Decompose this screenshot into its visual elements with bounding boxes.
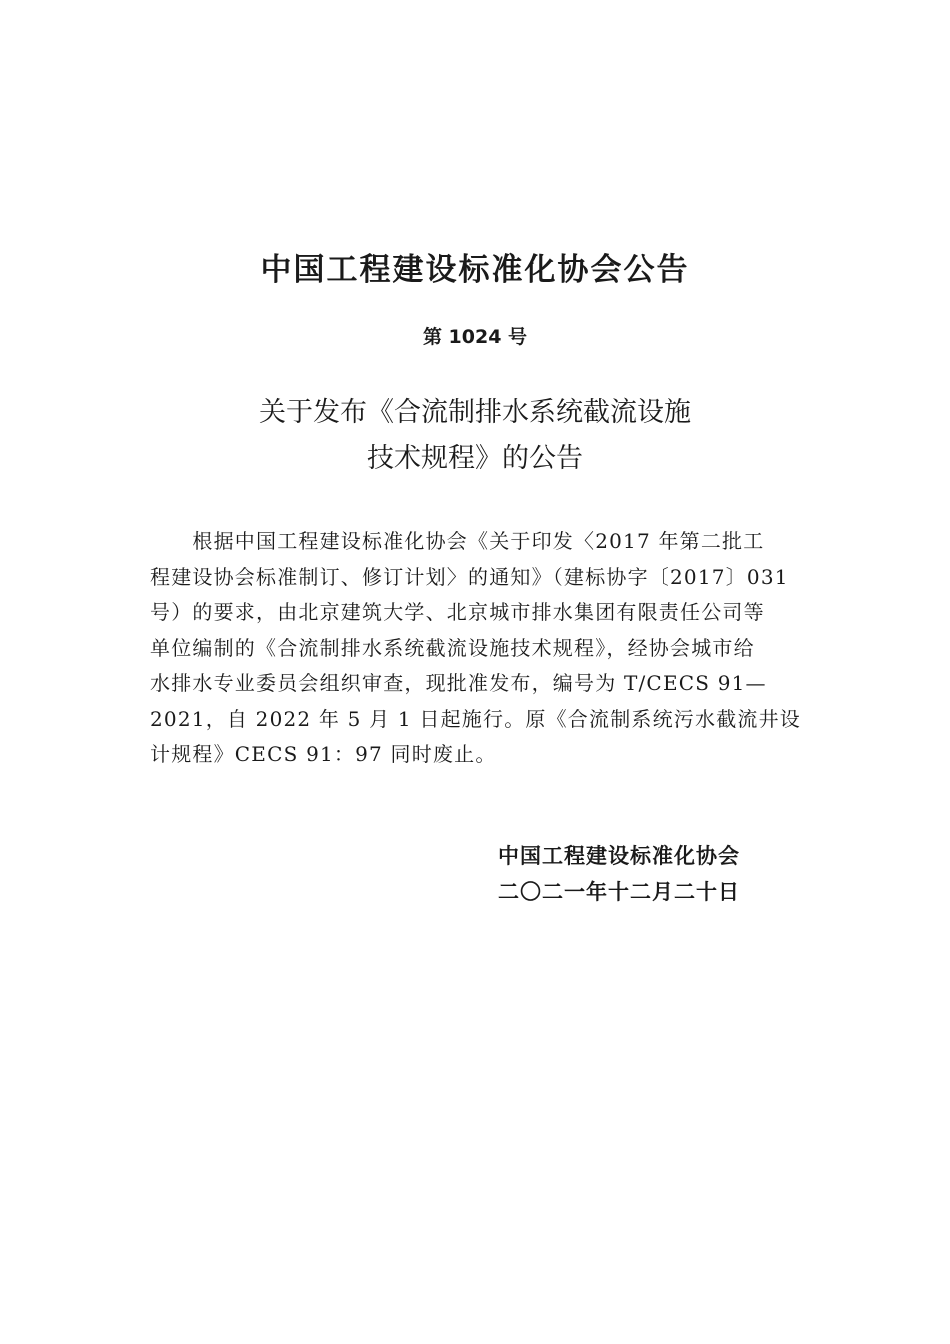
body-line: 号）的要求，由北京建筑大学、北京城市排水集团有限责任公司等 xyxy=(150,600,765,624)
body-line: 根据中国工程建设标准化协会《关于印发〈2017 年第二批工 xyxy=(150,529,765,553)
signature-organization: 中国工程建设标准化协会 xyxy=(498,844,740,868)
notice-body xyxy=(150,524,801,773)
body-line: 2021，自 2022 年 5 月 1 日起施行。原《合流制系统污水截流井设 xyxy=(150,706,801,731)
body-line: 程建设协会标准制订、修订计划〉的通知》（建标协字〔2017〕031 xyxy=(150,564,789,589)
page-title: 中国工程建设标准化协会公告 xyxy=(260,252,690,288)
body-line: 计规程》CECS 91：97 同时废止。 xyxy=(150,742,497,766)
body-line: 单位编制的《合流制排水系统截流设施技术规程》，经协会城市给 xyxy=(150,635,755,660)
notice-number: 第 1024 号 xyxy=(422,326,528,348)
notice-title xyxy=(0,390,950,482)
body-line: 水排水专业委员会组织审查，现批准发布，编号为 T/CECS 91— xyxy=(150,671,767,695)
signature-block xyxy=(498,838,740,910)
notice-title-line-2: 技术规程》的公告 xyxy=(367,443,583,474)
signature-date: 二〇二一年十二月二十日 xyxy=(498,880,740,904)
notice-title-line-1: 关于发布《合流制排水系统截流设施 xyxy=(259,397,691,428)
